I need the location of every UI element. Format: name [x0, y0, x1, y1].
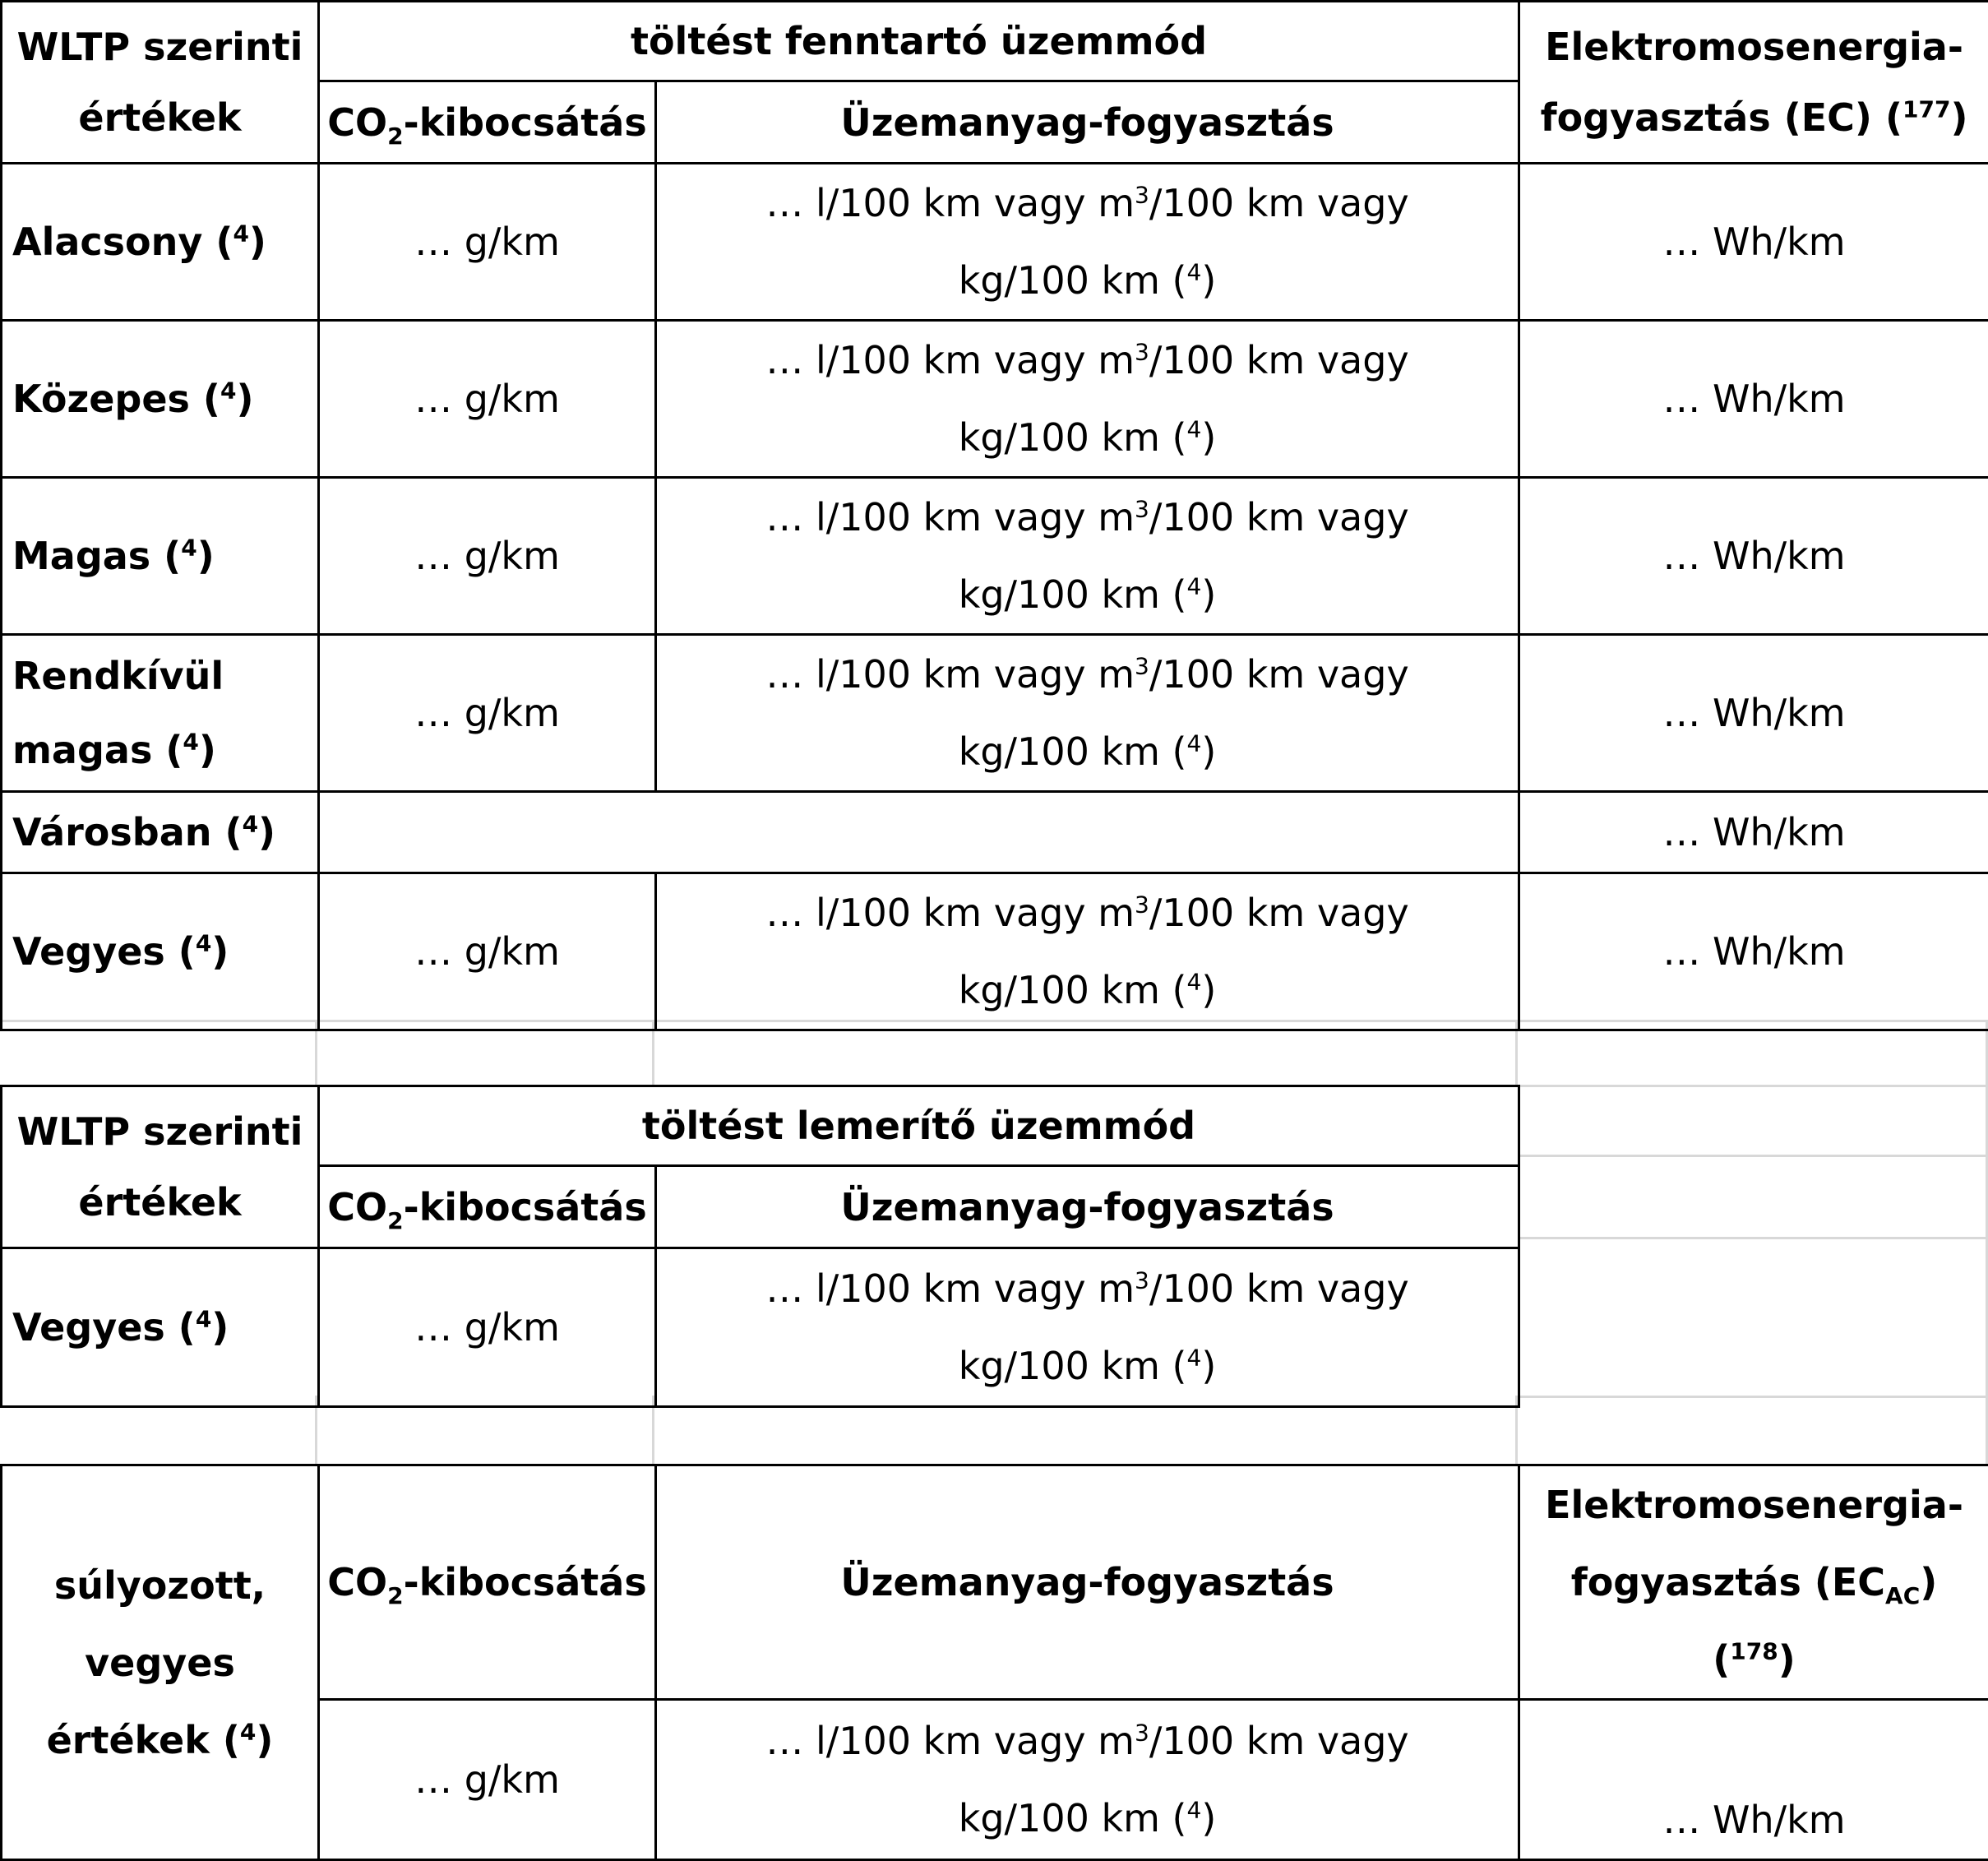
ec-cell: … Wh/km: [1519, 873, 1988, 1030]
fuel-header: Üzemanyag-fogyasztás: [656, 1465, 1519, 1700]
fuel-cell: … l/100 km vagy $m^3/100$ km vagy kg/100 km ($^4$): [656, 635, 1519, 792]
gridline: [1518, 1155, 1988, 1157]
co2-header: $CO_2$-kibocsátás: [319, 1166, 656, 1248]
row-label: Alacsony ($^4$): [2, 164, 319, 321]
table-row: [2, 1248, 1519, 1407]
co2-header: $CO_2$-kibocsátás: [319, 81, 656, 164]
co2-header: $CO_2$-kibocsátás: [319, 1465, 656, 1700]
ec-cell: … Wh/km: [1519, 792, 1988, 873]
row-header-label: WLTP szerinti értékek: [2, 1086, 319, 1248]
weighted-combined-table: [0, 1464, 1988, 1861]
co2-cell: … g/km: [319, 321, 656, 478]
gridline: [1518, 1237, 1988, 1239]
fuel-cell: … l/100 km vagy $m^3/100$ km vagy kg/100 km ($^4$): [656, 1700, 1519, 1860]
ec-cell: … Wh/km: [1519, 164, 1988, 321]
row-header-label: WLTP szerinti értékek: [2, 2, 319, 164]
fuel-header: Üzemanyag-fogyasztás: [656, 1166, 1519, 1248]
co2-cell: … g/km: [319, 478, 656, 635]
co2-cell: … g/km: [319, 1700, 656, 1860]
charge-depleting-table: [0, 1085, 1520, 1408]
co2-cell: … g/km: [319, 1248, 656, 1407]
empty-cell: [319, 792, 1519, 873]
row-label: Városban ($^4$): [2, 792, 319, 873]
row-label: Magas ($^4$): [2, 478, 319, 635]
fuel-header: Üzemanyag-fogyasztás: [656, 81, 1519, 164]
table-row: [2, 321, 1988, 478]
row-label: Rendkívül magas ($^4$): [2, 635, 319, 792]
table-row: [2, 164, 1988, 321]
co2-cell: … g/km: [319, 164, 656, 321]
mode-header: töltést fenntartó üzemmód: [319, 2, 1519, 81]
ec-header: Elektromosenergia- fogyasztás (EC) ($^{177}$): [1519, 2, 1988, 164]
co2-cell: … g/km: [319, 635, 656, 792]
gridline: [1518, 1085, 1988, 1087]
fuel-cell: … l/100 km vagy $m^3/100$ km vagy kg/100 km ($^4$): [656, 873, 1519, 1030]
row-header-label: súlyozott, vegyes értékek ($^4$): [2, 1465, 319, 1860]
ec-cell: … Wh/km: [1519, 1700, 1988, 1860]
table-row: [2, 873, 1988, 1030]
table-row: [2, 792, 1988, 873]
fuel-cell: … l/100 km vagy $m^3/100$ km vagy kg/100 km ($^4$): [656, 478, 1519, 635]
fuel-cell: … l/100 km vagy $m^3/100$ km vagy kg/100 km ($^4$): [656, 164, 1519, 321]
mode-header: töltést lemerítő üzemmód: [319, 1086, 1519, 1166]
fuel-cell: … l/100 km vagy $m^3/100$ km vagy kg/100 km ($^4$): [656, 321, 1519, 478]
row-label: Vegyes ($^4$): [2, 873, 319, 1030]
row-label: Közepes ($^4$): [2, 321, 319, 478]
gridline: [1518, 1396, 1988, 1398]
ec-cell: … Wh/km: [1519, 478, 1988, 635]
row-label: Vegyes ($^4$): [2, 1248, 319, 1407]
co2-cell: … g/km: [319, 873, 656, 1030]
fuel-cell: … l/100 km vagy $m^3/100$ km vagy kg/100 km ($^4$): [656, 1248, 1519, 1407]
ec-header: Elektromosenergia- fogyasztás $(EC_{AC})$ ($^{178}$): [1519, 1465, 1988, 1700]
table-row: [2, 478, 1988, 635]
table-row: [2, 635, 1988, 792]
ec-cell: … Wh/km: [1519, 635, 1988, 792]
ec-cell: … Wh/km: [1519, 321, 1988, 478]
